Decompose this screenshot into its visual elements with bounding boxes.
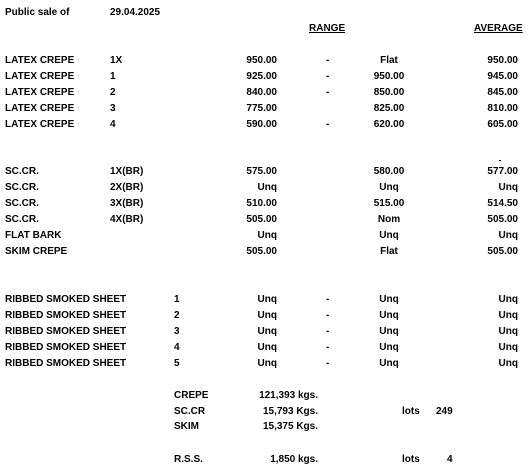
row-name: LATEX CREPE (5, 87, 75, 98)
row-grade: 4X(BR) (110, 214, 144, 225)
range-heading: RANGE (309, 23, 346, 34)
row-average: Unq (498, 326, 518, 337)
row-grade: 3 (174, 326, 180, 337)
tick-mark (499, 160, 501, 161)
row-range-high: 580.00 (373, 166, 405, 177)
summary-crepe-label: CREPE (174, 390, 209, 401)
row-grade: 4 (110, 119, 116, 130)
summary-rss-qty: 1,850 kgs. (270, 454, 318, 465)
summary-crepe-qty: 121,393 kgs. (259, 390, 318, 401)
sale-date: 29.04.2025 (110, 7, 161, 18)
row-name: SKIM CREPE (5, 246, 68, 257)
row-range-low: 925.00 (246, 71, 277, 82)
row-range-dash: - (326, 326, 330, 337)
row-name: LATEX CREPE (5, 119, 75, 130)
row-range-low: Unq (257, 310, 277, 321)
row-name: FLAT BARK (5, 230, 62, 241)
row-name: SC.CR. (5, 214, 39, 225)
row-range-high: 850.00 (373, 87, 405, 98)
sale-label: Public sale of (5, 7, 70, 18)
row-range-low: Unq (257, 294, 277, 305)
row-average: Unq (498, 294, 518, 305)
row-range-low: Unq (257, 358, 277, 369)
row-range-high: Unq (379, 358, 399, 369)
row-range-high: Unq (379, 310, 399, 321)
row-average: 605.00 (487, 119, 518, 130)
summary-lots2-label: lots (402, 454, 420, 465)
row-range-dash: - (326, 294, 330, 305)
row-name: RIBBED SMOKED SHEET (5, 310, 127, 321)
row-grade: 1X (110, 55, 123, 66)
summary-lots1-value: 249 (436, 406, 453, 417)
row-range-low: 775.00 (246, 103, 277, 114)
row-average: 505.00 (487, 246, 518, 257)
row-average: 514.50 (487, 198, 518, 209)
row-range-low: 505.00 (246, 214, 277, 225)
summary-skim-label: SKIM (174, 421, 199, 432)
row-range-high: 620.00 (373, 119, 405, 130)
row-average: Unq (498, 342, 518, 353)
row-range-high: Nom (377, 214, 401, 225)
row-range-high: Unq (379, 230, 399, 241)
row-range-dash: - (326, 119, 330, 130)
row-range-dash: - (326, 342, 330, 353)
summary-skim-qty: 15,375 Kgs. (262, 421, 318, 432)
row-range-high: Flat (380, 246, 398, 257)
row-range-high: Unq (379, 182, 399, 193)
row-average: 845.00 (487, 87, 518, 98)
row-range-low: 840.00 (246, 87, 277, 98)
row-range-low: 950.00 (246, 55, 277, 66)
row-name: LATEX CREPE (5, 103, 75, 114)
row-average: Unq (498, 182, 518, 193)
row-name: SC.CR. (5, 182, 39, 193)
summary-lots2-value: 4 (447, 454, 453, 465)
row-range-high: 515.00 (373, 198, 405, 209)
row-average: 945.00 (487, 71, 518, 82)
row-name: LATEX CREPE (5, 55, 75, 66)
summary-sccr-qty: 15,793 Kgs. (262, 406, 318, 417)
row-grade: 2 (110, 87, 116, 98)
row-name: RIBBED SMOKED SHEET (5, 358, 127, 369)
row-name: LATEX CREPE (5, 71, 75, 82)
summary-rss-label: R.S.S. (174, 454, 203, 465)
row-range-dash: - (326, 55, 330, 66)
row-average: Unq (498, 230, 518, 241)
row-range-dash: - (326, 87, 330, 98)
row-average: Unq (498, 310, 518, 321)
row-grade: 5 (174, 358, 180, 369)
row-range-dash: - (326, 71, 330, 82)
row-range-high: 950.00 (373, 71, 405, 82)
row-range-low: 575.00 (246, 166, 277, 177)
row-name: SC.CR. (5, 198, 39, 209)
row-range-low: Unq (257, 326, 277, 337)
row-grade: 4 (174, 342, 180, 353)
row-range-dash: - (326, 358, 330, 369)
row-grade: 1 (110, 71, 116, 82)
row-range-low: 505.00 (246, 246, 277, 257)
row-range-high: Unq (379, 294, 399, 305)
row-range-dash: - (326, 310, 330, 321)
row-range-low: Unq (257, 230, 277, 241)
row-average: Unq (498, 358, 518, 369)
row-range-low: Unq (257, 342, 277, 353)
summary-lots1-label: lots (402, 406, 420, 417)
row-range-low: 590.00 (246, 119, 277, 130)
row-average: 577.00 (487, 166, 518, 177)
row-grade: 1X(BR) (110, 166, 144, 177)
row-range-high: Flat (380, 55, 398, 66)
row-range-low: 510.00 (246, 198, 277, 209)
row-grade: 1 (174, 294, 180, 305)
row-average: 505.00 (487, 214, 518, 225)
row-grade: 3 (110, 103, 116, 114)
row-average: 950.00 (487, 55, 518, 66)
row-average: 810.00 (487, 103, 518, 114)
row-name: RIBBED SMOKED SHEET (5, 294, 127, 305)
row-name: SC.CR. (5, 166, 39, 177)
row-range-low: Unq (257, 182, 277, 193)
row-range-high: Unq (379, 326, 399, 337)
average-heading: AVERAGE (474, 23, 523, 34)
row-grade: 2X(BR) (110, 182, 144, 193)
summary-sccr-label: SC.CR (174, 406, 206, 417)
row-range-high: 825.00 (373, 103, 405, 114)
row-grade: 3X(BR) (110, 198, 144, 209)
row-grade: 2 (174, 310, 180, 321)
row-name: RIBBED SMOKED SHEET (5, 342, 127, 353)
row-range-high: Unq (379, 342, 399, 353)
row-name: RIBBED SMOKED SHEET (5, 326, 127, 337)
